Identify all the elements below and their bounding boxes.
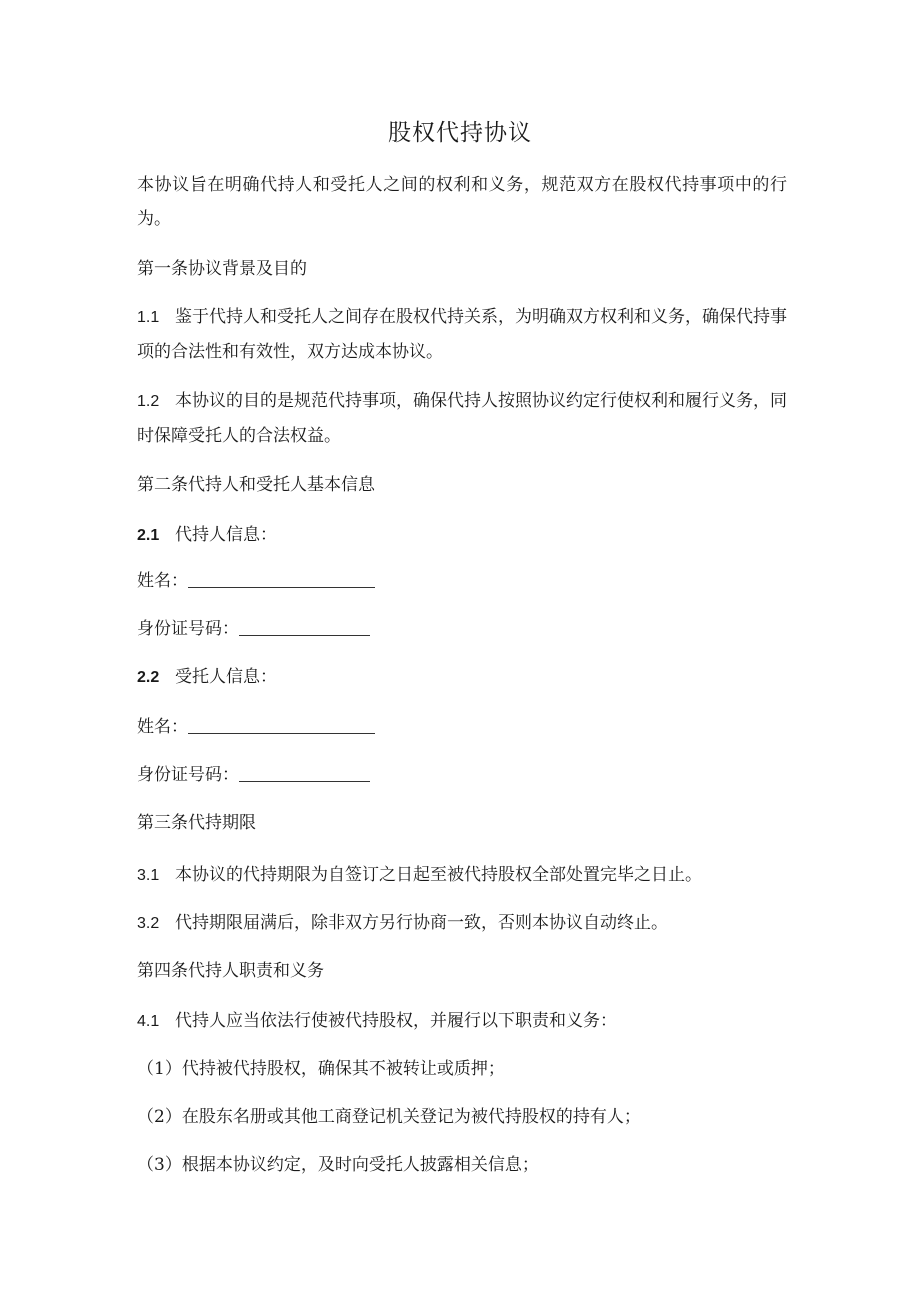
list-item-text: 在股东名册或其他工商登记机关登记为被代持股权的持有人； xyxy=(181,1107,641,1127)
clause-text: 本协议的代持期限为自签订之日起至被代持股权全部处置完毕之日止。 xyxy=(175,865,702,885)
id-label: 身份证号码： xyxy=(137,619,239,639)
section-1-heading: 第一条协议背景及目的 xyxy=(137,259,307,279)
clause-2-1 xyxy=(137,518,787,553)
clause-text: 鉴于代持人和受托人之间存在股权代持关系，为明确双方权利和义务，确保代持事项的合法性和有效性，双方达成本协议。 xyxy=(137,307,787,362)
document-title: 股权代持协议 xyxy=(388,120,532,146)
clause-number: 3.2 xyxy=(137,915,160,932)
clause-text: 代持人信息： xyxy=(175,525,277,545)
trustee-id-field[interactable] xyxy=(239,615,370,636)
clause-text: 本协议的目的是规范代持事项，确保代持人按照协议约定行使权利和履行义务，同时保障受托人的合法权益。 xyxy=(137,391,787,446)
principal-name-field[interactable] xyxy=(188,713,375,734)
clause-text: 代持期限届满后，除非双方另行协商一致，否则本协议自动终止。 xyxy=(175,913,668,933)
clause-1-1 xyxy=(137,300,787,369)
clause-1-2 xyxy=(137,384,787,453)
principal-id-line xyxy=(137,758,787,792)
clause-number: 4.1 xyxy=(137,1013,160,1030)
intro-paragraph: 本协议旨在明确代持人和受托人之间的权利和义务，规范双方在股权代持事项中的行为。 xyxy=(137,175,787,229)
list-item xyxy=(137,1052,787,1086)
clause-number: 2.2 xyxy=(137,669,160,686)
trustee-name-line xyxy=(137,564,787,598)
section-3-heading: 第三条代持期限 xyxy=(137,813,256,833)
id-label: 身份证号码： xyxy=(137,765,239,785)
clause-number: 3.1 xyxy=(137,867,160,884)
clause-3-1 xyxy=(137,858,787,893)
list-item-number: （1） xyxy=(137,1059,182,1079)
list-item xyxy=(137,1148,787,1182)
clause-3-2 xyxy=(137,906,787,941)
section-4-heading: 第四条代持人职责和义务 xyxy=(137,961,324,981)
name-label: 姓名： xyxy=(137,571,188,591)
trustee-id-line xyxy=(137,612,787,646)
clause-number: 2.1 xyxy=(137,527,160,544)
clause-number: 1.2 xyxy=(137,393,160,410)
list-item xyxy=(137,1100,787,1134)
clause-text: 代持人应当依法行使被代持股权，并履行以下职责和义务： xyxy=(175,1011,617,1031)
principal-id-field[interactable] xyxy=(239,761,370,782)
section-2-heading: 第二条代持人和受托人基本信息 xyxy=(137,475,375,495)
list-item-text: 代持被代持股权，确保其不被转让或质押； xyxy=(181,1059,505,1079)
principal-name-line xyxy=(137,710,787,744)
clause-4-1 xyxy=(137,1004,787,1039)
list-item-number: （2） xyxy=(137,1107,182,1127)
clause-2-2 xyxy=(137,660,787,695)
name-label: 姓名： xyxy=(137,717,188,737)
clause-number: 1.1 xyxy=(137,309,160,326)
clause-text: 受托人信息： xyxy=(175,667,277,687)
trustee-name-field[interactable] xyxy=(188,567,375,588)
list-item-text: 根据本协议约定，及时向受托人披露相关信息； xyxy=(181,1155,539,1175)
list-item-number: （3） xyxy=(137,1155,182,1175)
